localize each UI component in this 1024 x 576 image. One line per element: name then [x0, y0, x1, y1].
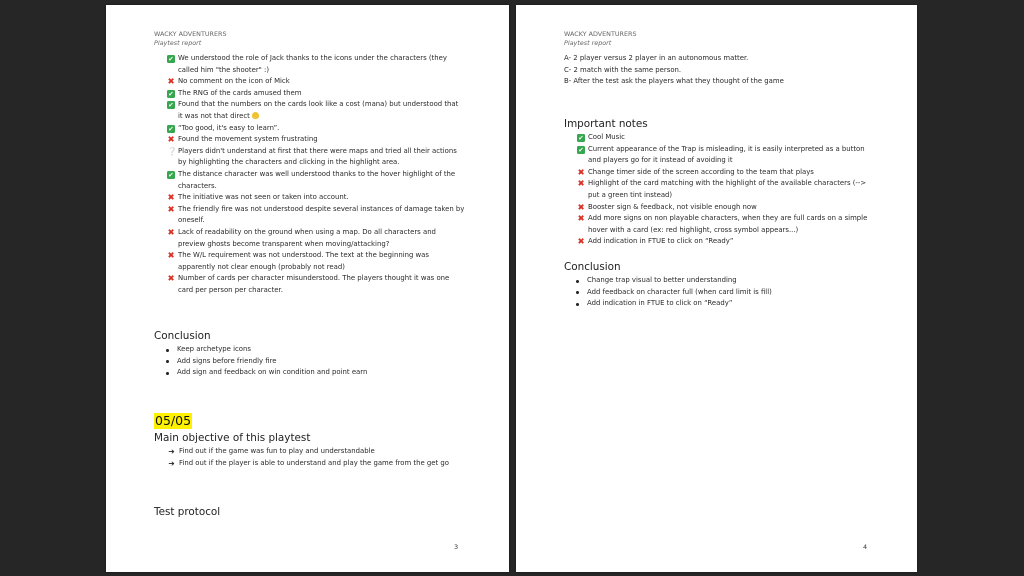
cross-icon: ✖	[577, 237, 585, 248]
list-item	[154, 169, 469, 192]
question-icon: ❔	[167, 146, 177, 156]
list-item-text: Players didn't understand at first that there were maps and tried all their actions by highlighting the characters and clicking in the highlight area.	[178, 146, 457, 167]
list-item-text: Found that the numbers on the cards look like a cost (mana) but understood that it was not that direct	[178, 100, 459, 120]
list-item-text: Booster sign & feedback, not visible enough now	[588, 202, 757, 211]
list-item	[564, 202, 877, 214]
check-icon: ✔	[578, 145, 584, 154]
check-icon: ✔	[168, 170, 174, 179]
list-item	[154, 88, 469, 100]
list-item	[564, 213, 877, 236]
arrow-icon: ➔	[168, 458, 175, 468]
list-item-text: The distance character was well understood thanks to the hover highlight of the characters.	[178, 169, 456, 190]
list-item	[564, 132, 877, 144]
date-section	[154, 410, 469, 429]
list-item	[154, 204, 469, 227]
protocol-step: C- 2 match with the same person.	[564, 65, 682, 74]
list-item	[154, 446, 469, 458]
cross-icon: ✖	[167, 193, 175, 204]
list-item-text: Current appearance of the Trap is misleading, it is easily interpreted as a button and players go for it instead of avoiding it	[588, 144, 865, 165]
list-item	[154, 53, 469, 76]
cross-icon: ✖	[167, 77, 175, 88]
list-item-text: Find out if the player is able to understand and play the game from the get go	[179, 458, 450, 467]
list-item	[154, 146, 469, 169]
check-icon: ✔	[168, 55, 174, 63]
list-item-text: No comment on the icon of Mick	[178, 77, 290, 86]
list-item-text: Cool Music	[588, 133, 625, 141]
list-item	[154, 458, 469, 470]
conclusion-heading: Conclusion	[564, 261, 621, 273]
notes-heading: Important notes	[564, 118, 648, 130]
cross-icon: ✖	[577, 167, 585, 178]
header-subtitle: Playtest report	[154, 39, 202, 47]
list-item-text: Add indication in FTUE to click on “Ready”	[588, 237, 734, 246]
header-subtitle: Playtest report	[564, 39, 612, 47]
list-item-text: Find out if the game was fun to play and understandable	[179, 447, 375, 455]
date-heading: 05/05	[155, 413, 192, 428]
list-item	[154, 227, 469, 250]
protocol-step: A- 2 player versus 2 player in an autonomous matter.	[564, 54, 749, 62]
list-item	[564, 236, 877, 248]
cross-icon: ✖	[167, 204, 175, 215]
list-item	[154, 250, 469, 273]
objective-section	[154, 431, 469, 469]
protocol-step: B- After the test ask the players what they thought of the game	[564, 77, 784, 86]
feedback-list	[154, 53, 469, 296]
cross-icon: ✖	[167, 274, 175, 285]
cross-icon: ✖	[577, 214, 585, 225]
list-item	[564, 144, 877, 167]
list-item-text: “Too good, it's easy to learn”.	[178, 123, 280, 132]
bullet-item: Keep archetype icons	[154, 344, 469, 356]
page-number: 3	[454, 543, 459, 551]
list-item-text: The friendly fire was not understood despite several instances of damage taken by oneself.	[178, 204, 465, 225]
cross-icon: ✖	[167, 251, 175, 262]
cross-icon: ✖	[577, 179, 585, 190]
header-title: WACKY ADVENTURERS	[154, 30, 227, 38]
list-item-text: Found the movement system frustrating	[178, 135, 318, 144]
clapping-hand-icon	[252, 112, 259, 119]
list-item-text: The initiative was not seen or taken into account.	[178, 193, 349, 202]
cross-icon: ✖	[167, 135, 175, 146]
bullet-item: Add feedback on character full (when card limit is fill)	[564, 287, 877, 299]
list-item-text: Lack of readability on the ground when using a map. Do all characters and preview ghosts become transparent when moving/attacking?	[178, 227, 436, 248]
check-icon: ✔	[168, 101, 174, 110]
list-item-text: Highlight of the card matching with the highlight of the available characters (--> put a green tint instead)	[588, 179, 867, 199]
page-header	[154, 30, 227, 48]
bullet-item: Add signs before friendly fire	[154, 356, 469, 368]
notes-section	[564, 117, 877, 248]
protocol-section	[154, 505, 469, 519]
bullet-item: Change trap visual to better understanding	[564, 275, 877, 287]
protocol-steps	[564, 53, 877, 88]
list-item	[564, 178, 877, 201]
document-page-3	[106, 5, 509, 572]
objective-heading: Main objective of this playtest	[154, 432, 311, 444]
cross-icon: ✖	[577, 202, 585, 213]
list-item	[154, 76, 469, 88]
page-header	[564, 30, 637, 48]
list-item-text: The RNG of the cards amused them	[178, 88, 302, 97]
list-item	[154, 192, 469, 204]
list-item	[154, 134, 469, 146]
check-icon: ✔	[168, 124, 174, 133]
header-title: WACKY ADVENTURERS	[564, 30, 637, 38]
arrow-icon: ➔	[168, 447, 175, 456]
conclusion-section	[154, 329, 469, 379]
page-number: 4	[863, 543, 868, 551]
list-item	[154, 273, 469, 296]
check-icon: ✔	[168, 89, 174, 98]
bullet-item: Add sign and feedback on win condition and point earn	[154, 367, 469, 379]
list-item-text: Number of cards per character misunderstood. The players thought it was one card per person per character.	[178, 274, 450, 294]
cross-icon: ✖	[167, 227, 175, 238]
bullet-item: Add indication in FTUE to click on “Ready”	[564, 298, 877, 310]
list-item-text: Add more signs on non playable characters, when they are full cards on a simple hover with a card (ex: red highlight, cross symbol appears...)	[588, 214, 868, 234]
conclusion-section	[564, 260, 877, 310]
list-item-text: We understood the role of Jack thanks to the icons under the characters (they called him "the shooter" :)	[178, 54, 447, 74]
list-item-text: The W/L requirement was not understood. The text at the beginning was apparently not clear enough (probably not read)	[178, 251, 429, 271]
check-icon: ✔	[578, 134, 584, 142]
list-item-text: Change timer side of the screen according to the team that plays	[588, 167, 814, 176]
protocol-heading: Test protocol	[154, 506, 221, 518]
list-item	[154, 123, 469, 135]
conclusion-heading: Conclusion	[154, 330, 211, 342]
list-item	[564, 167, 877, 179]
document-page-4	[516, 5, 917, 572]
list-item	[154, 99, 469, 122]
